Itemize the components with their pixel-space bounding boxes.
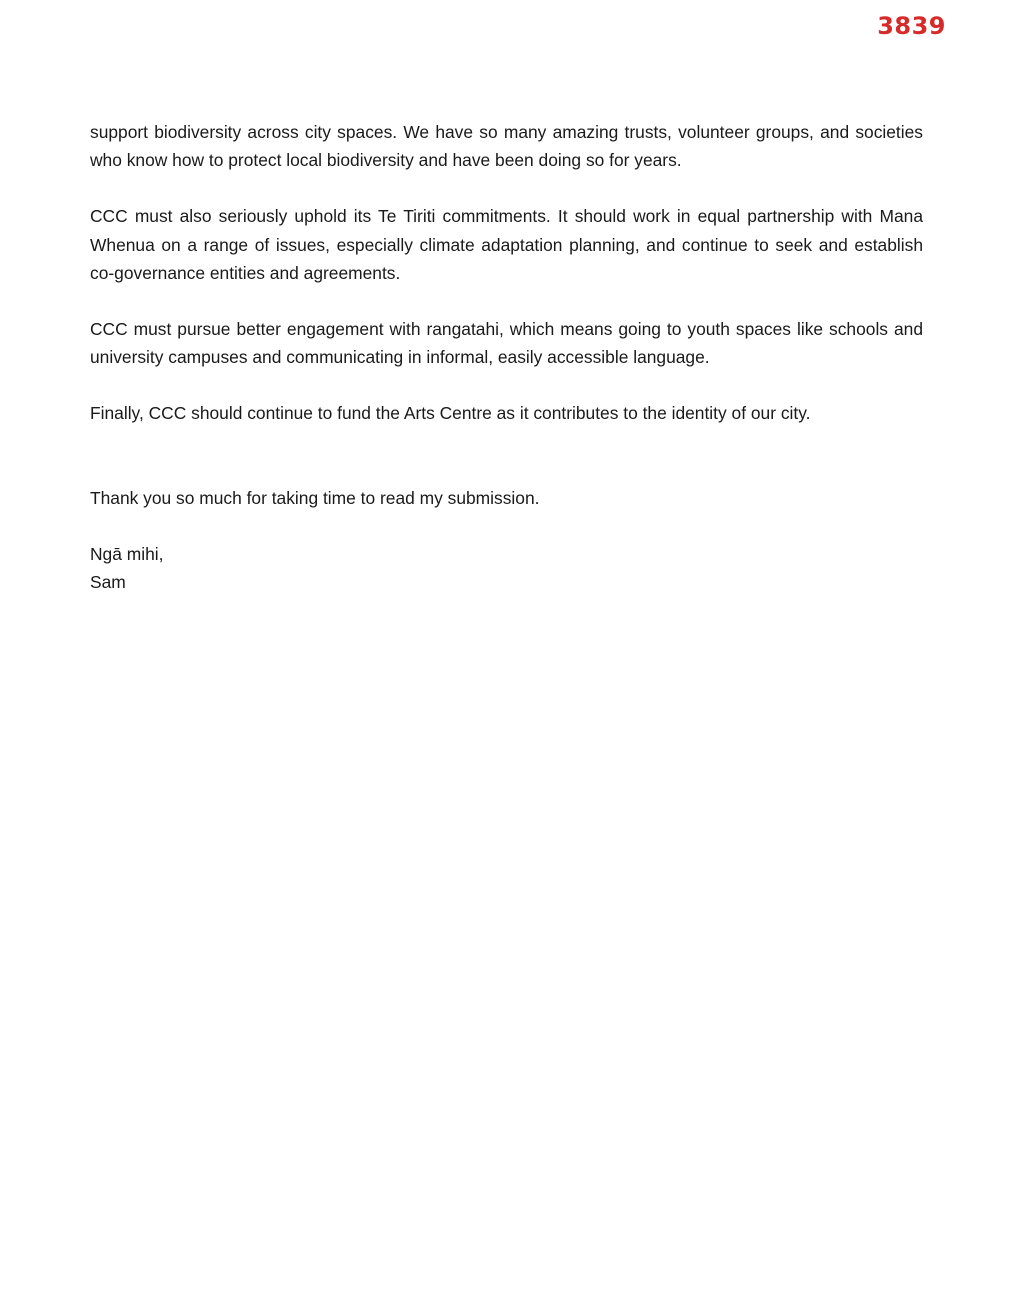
paragraph-arts-centre: Finally, CCC should continue to fund the Arts Centre as it contributes to the identity of our city. <box>90 403 811 424</box>
paragraph-spacer <box>90 456 923 484</box>
document-body <box>90 118 923 596</box>
page-number: 3839 <box>877 12 946 40</box>
paragraph-te-tiriti: CCC must also seriously uphold its Te Tiriti commitments. It should work in equal partnership with Mana Whenua on a range of issues, especially climate adaptation planning, and continue to seek and establish co-governance entities and agreements. <box>90 206 923 283</box>
signoff: Ngā mihi, <box>90 543 164 564</box>
paragraph-biodiversity: support biodiversity across city spaces. We have so many amazing trusts, volunteer groups, and societies who know how to protect local biodiversity and have been doing so for years. <box>90 122 923 171</box>
closing-line: Thank you so much for taking time to read my submission. <box>90 487 540 508</box>
paragraph-rangatahi: CCC must pursue better engagement with rangatahi, which means going to youth spaces like schools and university campuses and communicating in informal, easily accessible language. <box>90 319 923 368</box>
signature-name: Sam <box>90 572 126 593</box>
